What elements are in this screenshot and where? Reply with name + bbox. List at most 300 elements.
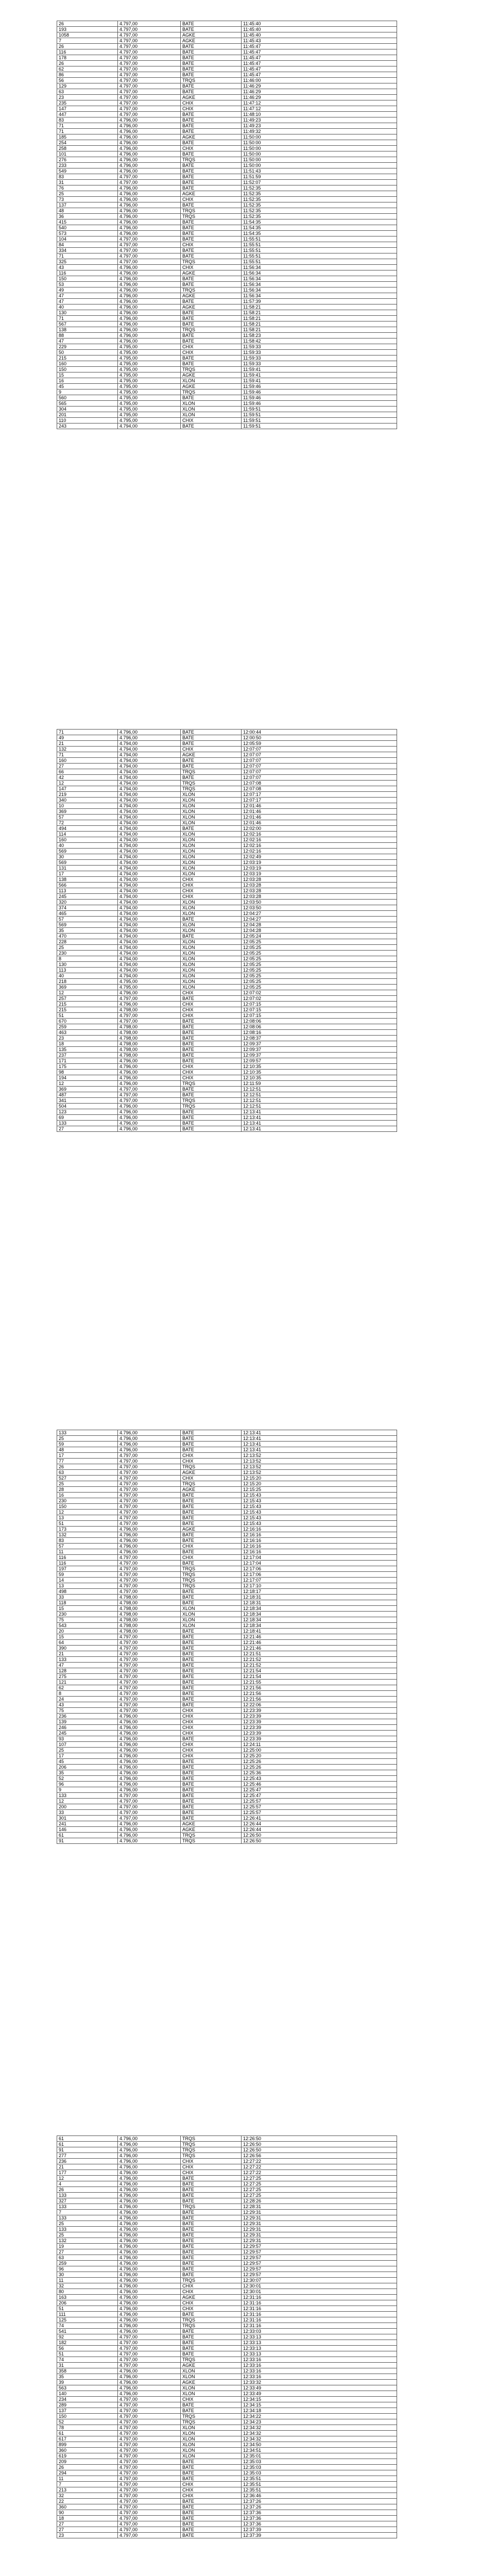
volume-cell: 33 bbox=[57, 1595, 118, 1600]
table-row bbox=[57, 361, 397, 367]
volume-cell: 42 bbox=[57, 775, 118, 781]
venue-cell: BATE bbox=[181, 2516, 242, 2521]
time-cell: 11:52:35 bbox=[242, 202, 397, 208]
price-cell: 4.797,00 bbox=[118, 1668, 181, 1674]
price-cell: 4.797,00 bbox=[118, 1663, 181, 1668]
time-cell: 12:05:25 bbox=[242, 968, 397, 973]
venue-cell: CHIX bbox=[181, 2164, 242, 2170]
table-row bbox=[57, 1719, 397, 1725]
price-cell: 4.797,00 bbox=[118, 1804, 181, 1810]
time-cell: 12:25:47 bbox=[242, 1787, 397, 1793]
table-row bbox=[57, 2176, 397, 2181]
table-row bbox=[57, 1544, 397, 1549]
time-cell: 12:16:16 bbox=[242, 1527, 397, 1532]
time-cell: 12:05:25 bbox=[242, 939, 397, 945]
price-cell: 4.796,00 bbox=[118, 129, 181, 134]
table-row bbox=[57, 792, 397, 798]
time-cell: 12:02:16 bbox=[242, 837, 397, 843]
venue-cell: BATE bbox=[181, 55, 242, 61]
price-cell: 4.797,00 bbox=[118, 2351, 181, 2357]
venue-cell: BATE bbox=[181, 2470, 242, 2476]
price-cell: 4.797,00 bbox=[118, 2425, 181, 2431]
volume-cell: 132 bbox=[57, 1532, 118, 1538]
venue-cell: BATE bbox=[181, 1663, 242, 1668]
venue-cell: BATE bbox=[181, 355, 242, 361]
time-cell: 12:23:39 bbox=[242, 1714, 397, 1719]
volume-cell: 193 bbox=[57, 27, 118, 32]
time-cell: 12:21:56 bbox=[242, 1685, 397, 1691]
price-cell: 4.796,00 bbox=[118, 2164, 181, 2170]
volume-cell: 12 bbox=[57, 1799, 118, 1804]
table-row bbox=[57, 231, 397, 236]
price-cell: 4.796,00 bbox=[118, 2153, 181, 2159]
table-row bbox=[57, 2493, 397, 2499]
price-cell: 4.795,00 bbox=[118, 412, 181, 418]
time-cell: 12:13:52 bbox=[242, 1464, 397, 1470]
volume-cell: 48 bbox=[57, 208, 118, 214]
table-row bbox=[57, 1493, 397, 1498]
time-cell: 12:26:50 bbox=[242, 2147, 397, 2153]
venue-cell: XLON bbox=[181, 939, 242, 945]
volume-cell: 215 bbox=[57, 1007, 118, 1013]
time-cell: 12:37:39 bbox=[242, 2527, 397, 2533]
time-cell: 12:26:44 bbox=[242, 1827, 397, 1833]
volume-cell: 47 bbox=[57, 299, 118, 304]
price-cell: 4.794,00 bbox=[118, 849, 181, 854]
time-cell: 11:59:46 bbox=[242, 401, 397, 406]
table-row bbox=[57, 2487, 397, 2493]
time-cell: 12:25:20 bbox=[242, 1753, 397, 1759]
price-cell: 4.797,00 bbox=[118, 21, 181, 27]
venue-cell: BATE bbox=[181, 1019, 242, 1024]
time-cell: 11:55:51 bbox=[242, 242, 397, 248]
time-cell: 12:31:16 bbox=[242, 2317, 397, 2323]
volume-cell: 15 bbox=[57, 372, 118, 378]
price-cell: 4.797,00 bbox=[118, 2476, 181, 2482]
table-row bbox=[57, 304, 397, 310]
venue-cell: BATE bbox=[181, 2351, 242, 2357]
price-cell: 4.797,00 bbox=[118, 78, 181, 83]
price-cell: 4.796,00 bbox=[118, 214, 181, 219]
time-cell: 12:17:06 bbox=[242, 1572, 397, 1578]
time-cell: 11:59:33 bbox=[242, 361, 397, 367]
volume-cell: 277 bbox=[57, 2153, 118, 2159]
volume-cell: 33 bbox=[57, 1810, 118, 1816]
venue-cell: XLON bbox=[181, 2385, 242, 2391]
table-row bbox=[57, 310, 397, 316]
price-cell: 4.796,00 bbox=[118, 168, 181, 174]
volume-cell: 304 bbox=[57, 406, 118, 412]
venue-cell: CHIX bbox=[181, 2289, 242, 2295]
volume-cell: 71 bbox=[57, 730, 118, 735]
venue-cell: BATE bbox=[181, 1697, 242, 1702]
venue-cell: BATE bbox=[181, 2198, 242, 2204]
venue-cell: BATE bbox=[181, 1024, 242, 1030]
volume-cell: 13 bbox=[57, 1583, 118, 1589]
time-cell: 12:33:49 bbox=[242, 2391, 397, 2397]
price-cell: 4.794,00 bbox=[118, 894, 181, 900]
volume-cell: 139 bbox=[57, 1719, 118, 1725]
time-cell: 12:22:06 bbox=[242, 1702, 397, 1708]
venue-cell: CHIX bbox=[181, 1070, 242, 1075]
table-row bbox=[57, 1748, 397, 1753]
venue-cell: XLON bbox=[181, 412, 242, 418]
volume-cell: 133 bbox=[57, 1657, 118, 1663]
table-row bbox=[57, 38, 397, 44]
venue-cell: CHIX bbox=[181, 197, 242, 202]
time-cell: 12:27:25 bbox=[242, 2193, 397, 2198]
price-cell: 4.795,00 bbox=[118, 367, 181, 372]
volume-cell: 236 bbox=[57, 2159, 118, 2164]
volume-cell: 133 bbox=[57, 2204, 118, 2210]
venue-cell: BATE bbox=[181, 1646, 242, 1651]
time-cell: 12:21:56 bbox=[242, 1697, 397, 1702]
volume-cell: 340 bbox=[57, 798, 118, 803]
time-cell: 11:59:51 bbox=[242, 418, 397, 423]
table-row bbox=[57, 900, 397, 905]
time-cell: 12:26:50 bbox=[242, 1833, 397, 1838]
volume-cell: 150 bbox=[57, 1504, 118, 1510]
volume-cell: 52 bbox=[57, 2419, 118, 2425]
venue-cell: XLON bbox=[181, 406, 242, 412]
table-row bbox=[57, 990, 397, 996]
table-row bbox=[57, 1104, 397, 1109]
table-row bbox=[57, 2340, 397, 2346]
table-row bbox=[57, 826, 397, 832]
price-cell: 4.796,00 bbox=[118, 282, 181, 287]
trade-table-page-1 bbox=[57, 21, 397, 429]
venue-cell: BATE bbox=[181, 44, 242, 49]
venue-cell: BATE bbox=[181, 1036, 242, 1041]
venue-cell: CHIX bbox=[181, 2170, 242, 2176]
price-cell: 4.796,00 bbox=[118, 1759, 181, 1765]
table-row bbox=[57, 741, 397, 747]
venue-cell: AGKE bbox=[181, 2380, 242, 2385]
price-cell: 4.796,00 bbox=[118, 1787, 181, 1793]
volume-cell: 23 bbox=[57, 2533, 118, 2538]
time-cell: 11:59:33 bbox=[242, 350, 397, 355]
time-cell: 11:45:47 bbox=[242, 66, 397, 72]
venue-cell: AGKE bbox=[181, 293, 242, 299]
venue-cell: BATE bbox=[181, 2521, 242, 2527]
price-cell: 4.795,00 bbox=[118, 350, 181, 355]
price-cell: 4.798,00 bbox=[118, 1007, 181, 1013]
volume-cell: 73 bbox=[57, 197, 118, 202]
venue-cell: CHIX bbox=[181, 2493, 242, 2499]
volume-cell: 52 bbox=[57, 1776, 118, 1782]
table-row bbox=[57, 769, 397, 775]
time-cell: 12:26:44 bbox=[242, 1821, 397, 1827]
venue-cell: BATE bbox=[181, 276, 242, 282]
price-cell: 4.797,00 bbox=[118, 2499, 181, 2504]
table-row bbox=[57, 2142, 397, 2147]
price-cell: 4.795,00 bbox=[118, 406, 181, 412]
time-cell: 12:25:57 bbox=[242, 1799, 397, 1804]
table-row bbox=[57, 2357, 397, 2363]
table-row bbox=[57, 344, 397, 350]
table-row bbox=[57, 202, 397, 208]
price-cell: 4.797,00 bbox=[118, 38, 181, 44]
volume-cell: 258 bbox=[57, 146, 118, 151]
price-cell: 4.796,00 bbox=[118, 1064, 181, 1070]
volume-cell: 74 bbox=[57, 2357, 118, 2363]
venue-cell: BATE bbox=[181, 27, 242, 32]
venue-cell: BATE bbox=[181, 2238, 242, 2244]
venue-cell: TRQS bbox=[181, 1578, 242, 1583]
venue-cell: BATE bbox=[181, 2255, 242, 2261]
price-cell: 4.794,00 bbox=[118, 769, 181, 775]
price-cell: 4.796,00 bbox=[118, 1109, 181, 1115]
venue-cell: XLON bbox=[181, 820, 242, 826]
time-cell: 12:01:46 bbox=[242, 815, 397, 820]
table-row bbox=[57, 1538, 397, 1544]
table-row bbox=[57, 2368, 397, 2374]
table-row bbox=[57, 1081, 397, 1087]
time-cell: 12:07:15 bbox=[242, 1002, 397, 1007]
time-cell: 12:31:16 bbox=[242, 2312, 397, 2317]
venue-cell: BATE bbox=[181, 1634, 242, 1640]
time-cell: 12:18:34 bbox=[242, 1606, 397, 1612]
price-cell: 4.797,00 bbox=[118, 1691, 181, 1697]
venue-cell: TRQS bbox=[181, 208, 242, 214]
volume-cell: 123 bbox=[57, 1109, 118, 1115]
price-cell: 4.796,00 bbox=[118, 2278, 181, 2283]
venue-cell: BATE bbox=[181, 1770, 242, 1776]
table-row bbox=[57, 803, 397, 809]
price-cell: 4.796,00 bbox=[118, 2159, 181, 2164]
time-cell: 12:34:32 bbox=[242, 2431, 397, 2436]
venue-cell: XLON bbox=[181, 815, 242, 820]
table-row bbox=[57, 2334, 397, 2340]
venue-cell: BATE bbox=[181, 72, 242, 78]
time-cell: 12:33:13 bbox=[242, 2334, 397, 2340]
price-cell: 4.796,00 bbox=[118, 338, 181, 344]
volume-cell: 374 bbox=[57, 905, 118, 911]
venue-cell: BATE bbox=[181, 1595, 242, 1600]
volume-cell: 9 bbox=[57, 389, 118, 395]
table-row bbox=[57, 2442, 397, 2448]
time-cell: 12:13:52 bbox=[242, 1459, 397, 1464]
table-row bbox=[57, 2227, 397, 2232]
table-row bbox=[57, 355, 397, 361]
time-cell: 12:01:46 bbox=[242, 809, 397, 815]
price-cell: 4.797,00 bbox=[118, 2459, 181, 2465]
table-row bbox=[57, 412, 397, 418]
volume-cell: 569 bbox=[57, 922, 118, 928]
table-row bbox=[57, 265, 397, 270]
volume-cell: 18 bbox=[57, 1041, 118, 1047]
table-row bbox=[57, 117, 397, 123]
table-row bbox=[57, 378, 397, 384]
venue-cell: TRQS bbox=[181, 214, 242, 219]
venue-cell: BATE bbox=[181, 730, 242, 735]
table-row bbox=[57, 939, 397, 945]
venue-cell: BATE bbox=[181, 2193, 242, 2198]
table-row bbox=[57, 1047, 397, 1053]
time-cell: 11:50:00 bbox=[242, 146, 397, 151]
price-cell: 4.796,00 bbox=[118, 316, 181, 321]
volume-cell: 56 bbox=[57, 78, 118, 83]
venue-cell: BATE bbox=[181, 2510, 242, 2516]
table-row bbox=[57, 2136, 397, 2142]
price-cell: 4.797,00 bbox=[118, 259, 181, 265]
volume-cell: 200 bbox=[57, 1804, 118, 1810]
time-cell: 12:12:51 bbox=[242, 1098, 397, 1104]
volume-cell: 101 bbox=[57, 151, 118, 157]
volume-cell: 71 bbox=[57, 316, 118, 321]
table-row bbox=[57, 395, 397, 401]
volume-cell: 121 bbox=[57, 1680, 118, 1685]
price-cell: 4.796,00 bbox=[118, 293, 181, 299]
table-row bbox=[57, 401, 397, 406]
time-cell: 12:12:51 bbox=[242, 1087, 397, 1092]
venue-cell: CHIX bbox=[181, 1731, 242, 1736]
price-cell: 4.796,00 bbox=[118, 2227, 181, 2232]
time-cell: 12:02:16 bbox=[242, 849, 397, 854]
price-cell: 4.798,00 bbox=[118, 1595, 181, 1600]
table-row bbox=[57, 1566, 397, 1572]
time-cell: 12:05:25 bbox=[242, 979, 397, 985]
table-row bbox=[57, 163, 397, 168]
volume-cell: 47 bbox=[57, 293, 118, 299]
volume-cell: 116 bbox=[57, 1555, 118, 1561]
table-row bbox=[57, 2402, 397, 2408]
table-row bbox=[57, 83, 397, 89]
table-row bbox=[57, 44, 397, 49]
price-cell: 4.796,00 bbox=[118, 1430, 181, 1436]
time-cell: 12:09:37 bbox=[242, 1053, 397, 1058]
price-cell: 4.796,00 bbox=[118, 2221, 181, 2227]
price-cell: 4.796,00 bbox=[118, 1748, 181, 1753]
volume-cell: 23 bbox=[57, 95, 118, 100]
table-row bbox=[57, 2385, 397, 2391]
time-cell: 12:13:41 bbox=[242, 1447, 397, 1453]
price-cell: 4.797,00 bbox=[118, 2402, 181, 2408]
table-row bbox=[57, 1589, 397, 1595]
volume-cell: 45 bbox=[57, 1759, 118, 1765]
time-cell: 11:51:59 bbox=[242, 174, 397, 180]
volume-cell: 182 bbox=[57, 2340, 118, 2346]
time-cell: 12:28:31 bbox=[242, 2204, 397, 2210]
volume-cell: 259 bbox=[57, 1024, 118, 1030]
time-cell: 12:09:37 bbox=[242, 1047, 397, 1053]
time-cell: 12:12:51 bbox=[242, 1104, 397, 1109]
table-row bbox=[57, 752, 397, 758]
time-cell: 12:15:20 bbox=[242, 1476, 397, 1481]
volume-cell: 234 bbox=[57, 2397, 118, 2402]
price-cell: 4.797,00 bbox=[118, 32, 181, 38]
table-row bbox=[57, 293, 397, 299]
time-cell: 12:04:28 bbox=[242, 928, 397, 934]
price-cell: 4.796,00 bbox=[118, 2323, 181, 2329]
table-row bbox=[57, 1504, 397, 1510]
table-row bbox=[57, 253, 397, 259]
time-cell: 12:27:22 bbox=[242, 2159, 397, 2164]
time-cell: 12:05:25 bbox=[242, 956, 397, 962]
price-cell: 4.796,00 bbox=[118, 1765, 181, 1770]
volume-cell: 88 bbox=[57, 333, 118, 338]
table-row bbox=[57, 764, 397, 769]
venue-cell: BATE bbox=[181, 1549, 242, 1555]
time-cell: 11:57:39 bbox=[242, 299, 397, 304]
table-row bbox=[57, 1521, 397, 1527]
time-cell: 12:34:15 bbox=[242, 2402, 397, 2408]
time-cell: 12:15:20 bbox=[242, 1481, 397, 1487]
venue-cell: XLON bbox=[181, 951, 242, 956]
table-row bbox=[57, 1742, 397, 1748]
table-row bbox=[57, 72, 397, 78]
price-cell: 4.796,00 bbox=[118, 1714, 181, 1719]
table-row bbox=[57, 1759, 397, 1765]
table-row bbox=[57, 1651, 397, 1657]
venue-cell: CHIX bbox=[181, 106, 242, 112]
volume-cell: 215 bbox=[57, 1002, 118, 1007]
price-cell: 4.797,00 bbox=[118, 95, 181, 100]
venue-cell: CHIX bbox=[181, 1075, 242, 1081]
time-cell: 12:25:43 bbox=[242, 1776, 397, 1782]
volume-cell: 91 bbox=[57, 1838, 118, 1844]
table-row bbox=[57, 2374, 397, 2380]
table-row bbox=[57, 1013, 397, 1019]
time-cell: 12:05:25 bbox=[242, 945, 397, 951]
table-row bbox=[57, 1600, 397, 1606]
venue-cell: BATE bbox=[181, 248, 242, 253]
volume-cell: 12 bbox=[57, 1510, 118, 1515]
volume-cell: 360 bbox=[57, 2448, 118, 2453]
time-cell: 12:31:16 bbox=[242, 2306, 397, 2312]
table-row bbox=[57, 922, 397, 928]
time-cell: 12:09:37 bbox=[242, 1041, 397, 1047]
time-cell: 12:29:31 bbox=[242, 2232, 397, 2238]
price-cell: 4.794,00 bbox=[118, 826, 181, 832]
volume-cell: 237 bbox=[57, 1053, 118, 1058]
volume-cell: 18 bbox=[57, 2516, 118, 2521]
volume-cell: 21 bbox=[57, 741, 118, 747]
time-cell: 12:26:50 bbox=[242, 2136, 397, 2142]
table-row bbox=[57, 2527, 397, 2533]
time-cell: 12:18:34 bbox=[242, 1623, 397, 1629]
volume-cell: 63 bbox=[57, 1470, 118, 1476]
price-cell: 4.797,00 bbox=[118, 1685, 181, 1691]
volume-cell: 66 bbox=[57, 769, 118, 775]
time-cell: 11:50:00 bbox=[242, 151, 397, 157]
table-row bbox=[57, 2504, 397, 2510]
price-cell: 4.796,00 bbox=[118, 2266, 181, 2272]
price-cell: 4.796,00 bbox=[118, 163, 181, 168]
table-row bbox=[57, 27, 397, 32]
venue-cell: AGKE bbox=[181, 372, 242, 378]
table-row bbox=[57, 1447, 397, 1453]
venue-cell: CHIX bbox=[181, 242, 242, 248]
table-row bbox=[57, 1442, 397, 1447]
price-cell: 4.794,00 bbox=[118, 843, 181, 849]
price-cell: 4.796,00 bbox=[118, 2300, 181, 2306]
price-cell: 4.796,00 bbox=[118, 1126, 181, 1132]
volume-cell: 236 bbox=[57, 1714, 118, 1719]
volume-cell: 21 bbox=[57, 1651, 118, 1657]
volume-cell: 9 bbox=[57, 1787, 118, 1793]
price-cell: 4.797,00 bbox=[118, 2448, 181, 2453]
time-cell: 12:03:28 bbox=[242, 888, 397, 894]
venue-cell: AGKE bbox=[181, 1527, 242, 1532]
table-row bbox=[57, 2408, 397, 2414]
price-cell: 4.796,00 bbox=[118, 735, 181, 741]
volume-cell: 133 bbox=[57, 1430, 118, 1436]
trade-table-page-3 bbox=[57, 1430, 397, 1844]
volume-cell: 113 bbox=[57, 968, 118, 973]
venue-cell: BATE bbox=[181, 1109, 242, 1115]
volume-cell: 463 bbox=[57, 1030, 118, 1036]
